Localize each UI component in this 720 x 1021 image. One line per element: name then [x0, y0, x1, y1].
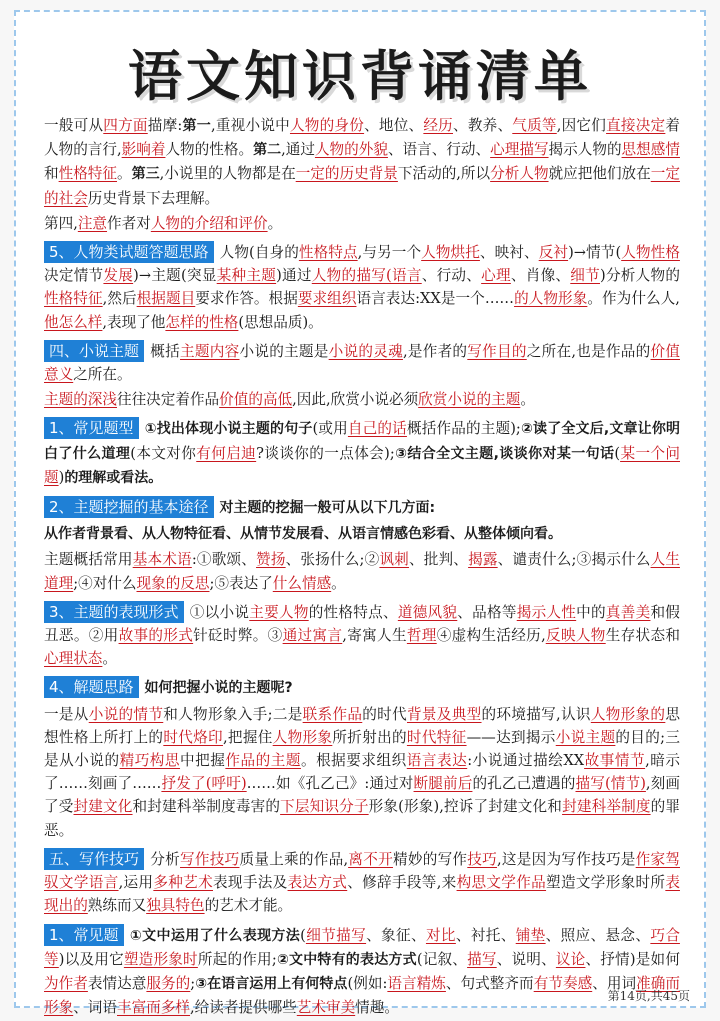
key-term: 主题内容: [180, 342, 240, 360]
text-run: 表现手法及: [213, 874, 288, 892]
key-term: 现象的反思: [136, 574, 210, 592]
text-run: :①歌颂、: [191, 551, 257, 569]
key-term: 故事的形式: [118, 627, 194, 645]
text-run: )→主题(突显: [133, 267, 217, 285]
text-run: ,重视小说中: [211, 117, 290, 134]
key-term: 直接决定: [606, 117, 666, 134]
text-run: 着人物的言行,: [44, 117, 680, 159]
text-run: ): [58, 468, 65, 486]
key-term: 揭示人性: [516, 603, 577, 621]
key-term: 独具特色: [146, 897, 205, 915]
text-run: ……如《孔乙己》:通过对: [246, 775, 414, 793]
key-term: 性格特点: [298, 244, 358, 262]
key-term: 表达方式: [287, 874, 348, 892]
key-term: 影响着: [121, 141, 166, 159]
text-run: ;④对什么: [73, 574, 137, 592]
key-term: 什么情感: [272, 574, 332, 592]
key-term: 某一个问题: [44, 444, 680, 486]
bold-text: 第三: [131, 166, 160, 183]
document-body: [44, 114, 680, 1021]
key-term: 经历: [423, 117, 453, 134]
key-term: 封建文化: [73, 798, 133, 816]
key-term: 技巧: [467, 850, 498, 868]
paragraph-text: [220, 499, 436, 516]
key-term: 真善美: [605, 603, 651, 621]
key-term: 心理: [481, 267, 511, 285]
key-term: 主题的深浅: [44, 391, 117, 409]
key-term: 作品的主题: [225, 752, 301, 770]
text-run: 。: [102, 650, 117, 668]
text-run: 、衬托、: [455, 926, 516, 944]
text-run: ,刻画了受: [44, 775, 680, 816]
text-run: 一是从: [44, 705, 89, 723]
paragraph-theme-forms: [44, 601, 680, 671]
key-term: 要求组织: [297, 290, 357, 308]
key-term: 构思文学作品: [456, 874, 547, 892]
text-run: 。: [267, 214, 283, 232]
key-term: 人物形象的: [590, 705, 666, 723]
text-run: 概括: [150, 342, 181, 360]
text-run: ;⑤表达了: [209, 574, 273, 592]
key-term: 离不开: [348, 850, 393, 868]
key-term: 反映人物: [545, 627, 606, 645]
key-term: 性格特征: [44, 290, 103, 308]
text-run: 要求作答。根据: [195, 290, 298, 308]
key-term: 气质等: [512, 117, 557, 134]
text-run: )以及用它: [58, 950, 124, 968]
text-run: 、批判、: [408, 551, 469, 569]
text-run: 的环境描写,认识: [481, 705, 591, 723]
text-run: (记叙、: [416, 950, 468, 968]
text-run: 。作为什么人,: [587, 290, 680, 308]
text-run: ,是作者的: [402, 342, 468, 360]
paragraph-terms: [44, 548, 680, 594]
section-heading: 2、主题挖掘的基本途径: [44, 496, 214, 518]
key-term: 思想感情: [621, 141, 680, 159]
key-term: 背景及典型: [406, 705, 482, 723]
key-term: 时代烙印: [163, 728, 223, 746]
text-run: ——达到揭示: [466, 728, 556, 746]
text-run: 、象征、: [366, 926, 426, 944]
text-run: 生存状态和: [605, 627, 680, 645]
paragraph-character-questions: [44, 241, 680, 334]
text-run: 情趣。: [355, 999, 399, 1017]
section-heading: 3、主题的表现形式: [44, 601, 184, 623]
key-term: 的人物形象: [514, 290, 588, 308]
section-heading: 1、常见题: [44, 924, 124, 946]
key-term: 小说的情节: [88, 705, 164, 723]
key-term: 铺垫: [515, 926, 546, 944]
paragraph-text: [44, 420, 680, 485]
key-term: 对比: [425, 926, 456, 944]
key-term: 四方面: [103, 117, 148, 134]
key-term: 心理描写: [490, 141, 549, 159]
key-term: 性格特征: [58, 165, 118, 183]
paragraph-fourth: [44, 212, 680, 235]
text-run: 、张扬什么;②: [285, 551, 380, 569]
key-term: 写作技巧: [180, 850, 240, 868]
key-term: 为作者: [44, 974, 88, 992]
key-term: 联系作品: [302, 705, 363, 723]
section-heading: 1、常见题型: [44, 417, 139, 439]
key-term: 发展: [103, 267, 134, 285]
text-run: 所折射出的: [332, 728, 407, 746]
page-title: 语文知识背诵清单: [128, 45, 592, 108]
text-run: 。: [117, 165, 132, 183]
text-run: (例如:: [347, 974, 388, 992]
text-run: ①以小说: [189, 603, 250, 621]
text-run: 的目的;三是从小说的: [44, 728, 680, 770]
text-run: 、修辞手段等,来: [347, 874, 457, 892]
text-run: 人物(自身的: [219, 244, 299, 262]
key-term: 描写(情节): [575, 775, 646, 793]
text-run: 往往决定着作品: [116, 391, 220, 409]
text-run: )→情节(: [568, 244, 622, 262]
key-term: 语言表达: [406, 752, 468, 770]
text-run: ,因它们: [556, 117, 607, 134]
key-term: 封建科举制度: [562, 798, 651, 816]
key-term: 议论: [555, 950, 586, 968]
text-run: 之所在,也是作品的: [526, 342, 651, 360]
text-run: 思想性格上所打上的: [44, 705, 680, 746]
text-run: 、抒情)是如何: [585, 950, 680, 968]
key-term: 人物性格: [621, 244, 680, 262]
key-term: 主要人物: [249, 603, 309, 621]
text-run: ,这是因为写作技巧是: [497, 850, 636, 868]
text-run: 和人物形象入手;二是: [163, 705, 303, 723]
text-run: (或用: [312, 420, 348, 438]
key-term: 分析人物: [490, 165, 549, 183]
key-term: 断腿前后: [413, 775, 473, 793]
text-run: 第四,: [44, 214, 78, 232]
bold-text: 第一: [182, 118, 211, 134]
text-run: ④虚构生活经历,: [436, 627, 546, 645]
text-run: )通过: [276, 267, 312, 285]
text-run: 的孔乙己遭遇的: [472, 775, 576, 793]
text-run: ;: [190, 974, 196, 992]
key-term: 人物形象: [272, 728, 333, 746]
bold-text: ②文中特有的表达方式: [276, 951, 417, 968]
key-term: 注意: [77, 214, 108, 232]
paragraph-solving-ideas: [44, 676, 680, 700]
text-run: 、肖像、: [510, 267, 571, 285]
key-term: 人物烘托: [421, 244, 480, 262]
section-heading: 4、解题思路: [44, 676, 139, 698]
key-term: 人生道理: [44, 551, 680, 592]
key-term: 一定的历史背景: [295, 165, 398, 183]
key-term: 表现出的: [44, 874, 680, 915]
key-term: 下层知识分子: [280, 798, 369, 816]
key-term: 欣赏小说的主题: [418, 391, 521, 409]
text-run: 主题概括常用: [44, 551, 133, 569]
text-run: 。: [331, 574, 346, 592]
text-run: ,给读者提供哪些: [189, 999, 297, 1017]
key-term: 揭露: [468, 551, 498, 569]
key-term: 他怎么样: [44, 313, 103, 331]
text-run: 。: [520, 391, 535, 409]
key-term: 反衬: [538, 244, 569, 262]
text-run: (本文对你: [130, 444, 197, 462]
bold-text: ③在语言运用上有何特点: [195, 975, 348, 992]
text-run: 下活动的,所以: [397, 165, 491, 183]
bold-text: ①找出体现小说主题的句子: [144, 421, 313, 438]
text-run: 分析: [150, 850, 181, 868]
key-term: 讽刺: [379, 551, 409, 569]
text-run: (: [300, 926, 306, 944]
bold-text: 如何把握小说的主题呢?: [144, 680, 293, 697]
key-term: 根据题目: [136, 290, 196, 308]
text-run: 、映衬、: [479, 244, 539, 262]
key-term: 抒发了(呼吁): [161, 775, 247, 793]
key-term: 某种主题: [216, 267, 277, 285]
section-heading: 5、人物类试题答题思路: [44, 241, 214, 263]
key-term: 服务的: [146, 974, 191, 992]
text-run: (: [614, 444, 621, 462]
text-run: ,表现了他: [102, 313, 166, 331]
text-run: 、照应、悬念、: [545, 926, 651, 944]
bold-text: ①文中运用了什么表现方法: [129, 927, 301, 944]
text-run: 、句式整齐而: [445, 974, 534, 992]
text-run: 的性格特点、: [308, 603, 398, 621]
text-run: 历史背景下去理解。: [87, 189, 220, 207]
text-run: ,通过: [281, 141, 315, 159]
text-run: 熟练而又: [87, 897, 147, 915]
paragraph-theme-depth: [44, 388, 680, 411]
text-run: 和封建科举制度毒害的: [132, 798, 281, 816]
key-term: 有何启迪: [196, 444, 257, 462]
text-run: 质量上乘的作品,: [239, 850, 349, 868]
text-run: 作者对: [107, 214, 151, 232]
section-heading: 五、写作技巧: [44, 848, 144, 870]
key-term: 故事情节: [584, 752, 646, 770]
bold-text: 的理解或看法。: [64, 469, 163, 486]
text-run: ,运用: [118, 874, 154, 892]
text-run: 描摩:: [147, 117, 183, 134]
key-term: 有节奏感: [533, 974, 593, 992]
text-run: 之所在。: [73, 366, 132, 384]
paragraph-common-questions: [44, 417, 680, 490]
text-run: 形象(形象),控诉了封建文化和: [368, 798, 563, 816]
key-term: 细节: [570, 267, 600, 285]
text-run: 就应把他们放在: [548, 165, 651, 183]
key-term: 描写: [467, 950, 497, 968]
text-run: 小说的主题是: [239, 342, 329, 360]
key-term: 人物的身份: [289, 117, 365, 134]
key-term: 准确而形象: [44, 974, 680, 1017]
paragraph-perspectives: [44, 522, 680, 546]
text-run: ,寄寓人生: [342, 627, 407, 645]
text-run: 所起的作用;: [197, 950, 277, 968]
key-term: 艺术审美: [296, 999, 356, 1017]
key-term: 人物的描写(语言: [311, 267, 422, 285]
bold-text: 从作者背景看、从人物特征看、从情节发展看、从语言情感色彩看、从整体倾向看。: [44, 526, 562, 543]
text-run: ?谈谈你的一点体会);: [256, 444, 395, 462]
text-run: 的时代: [362, 705, 407, 723]
text-run: 的罪恶。: [44, 798, 680, 839]
paragraph-common-writing: [44, 924, 680, 1020]
paragraph-text: [44, 927, 680, 1017]
key-term: 怎样的性格: [165, 313, 239, 331]
key-term: 赞扬: [256, 551, 286, 569]
text-run: ,把握住: [222, 728, 273, 746]
paragraph-four-aspects: [44, 114, 680, 210]
paragraph-theme-mining: [44, 496, 680, 520]
section-heading: 四、小说主题: [44, 340, 144, 362]
text-run: 、用词: [592, 974, 637, 992]
text-run: 决定情节: [44, 267, 104, 285]
bold-text: 对主题的挖掘一般可从以下几方面:: [219, 500, 436, 517]
key-term: 小说主题: [555, 728, 616, 746]
text-run: 、品格等: [457, 603, 517, 621]
key-term: 语言精炼: [387, 974, 446, 992]
text-run: ,暗示了……刻画了……: [44, 752, 680, 793]
key-term: 精巧构思: [119, 752, 181, 770]
key-term: 小说的灵魂: [328, 342, 403, 360]
text-run: 、语言、行动、: [387, 141, 491, 159]
text-run: ,因此,欣赏小说必须: [292, 391, 419, 409]
paragraph-novel-theme: [44, 340, 680, 386]
key-term: 自己的话: [347, 420, 407, 438]
key-term: 丰富而多样: [117, 999, 190, 1017]
key-term: 心理状态: [44, 650, 103, 668]
paragraph-method: [44, 703, 680, 842]
text-run: 、地位、: [364, 117, 424, 134]
key-term: 塑造形象时: [123, 950, 198, 968]
bold-text: ③结合全文主题,谈谈你对某一句话: [394, 445, 615, 462]
text-run: 、行动、: [421, 267, 482, 285]
key-term: 道德风貌: [397, 603, 458, 621]
text-run: 一般可从: [44, 117, 104, 134]
text-run: ,与另一个: [357, 244, 422, 262]
text-run: 概括作品的主题);: [406, 420, 521, 438]
text-run: 表情达意: [87, 974, 147, 992]
key-term: 多种艺术: [153, 874, 213, 892]
key-term: 价值的高低: [219, 391, 293, 409]
text-run: :小说通过描绘XX: [467, 752, 585, 770]
paragraph-text: [145, 679, 293, 696]
key-term: 作家驾驭文学语言: [44, 850, 680, 892]
text-run: ,然后: [102, 290, 137, 308]
key-term: 通过寓言: [282, 627, 343, 645]
text-run: )分析人物的: [600, 267, 680, 285]
text-run: 中把握: [180, 752, 226, 770]
key-term: 人物的介绍和评价: [150, 214, 268, 232]
text-run: 、谴责什么;③揭示什么: [497, 551, 651, 569]
paragraph-writing-skills: [44, 848, 680, 918]
text-run: 中的: [576, 603, 606, 621]
page-number: 第14页,共45页: [607, 989, 690, 1003]
text-run: 语言表达:XX是一个……: [356, 290, 515, 308]
key-term: 哲理: [406, 627, 437, 645]
text-run: 、教养、: [453, 117, 513, 134]
key-term: 人物的外貌: [314, 141, 388, 159]
key-term: 时代特征: [406, 728, 467, 746]
bold-text: ②读了全文后,文章让你明白了什么道理: [44, 421, 680, 462]
bold-text: 第二: [253, 142, 282, 159]
text-run: 。根据要求组织: [300, 752, 407, 770]
text-run: 针砭时弊。③: [193, 627, 283, 645]
text-run: 和: [44, 165, 59, 183]
key-term: 基本术语: [132, 551, 192, 569]
key-term: 价值意义: [44, 342, 680, 384]
text-run: 塑造文学形象时所: [546, 874, 666, 892]
key-term: 一定的社会: [44, 165, 680, 207]
text-run: 人物的性格。: [165, 141, 254, 159]
text-run: 揭示人物的: [548, 141, 622, 159]
text-run: 的艺术才能。: [204, 897, 293, 915]
text-run: (思想品质)。: [238, 313, 323, 331]
key-term: 巧合等: [44, 926, 680, 968]
text-run: ,小说里的人物都是在: [159, 165, 296, 183]
text-run: 、说明、: [496, 950, 556, 968]
text-run: 精妙的写作: [392, 850, 468, 868]
text-run: 、词语: [73, 999, 117, 1017]
text-run: 和假丑恶。②用: [44, 603, 680, 645]
key-term: 写作目的: [467, 342, 527, 360]
key-term: 细节描写: [305, 926, 367, 944]
